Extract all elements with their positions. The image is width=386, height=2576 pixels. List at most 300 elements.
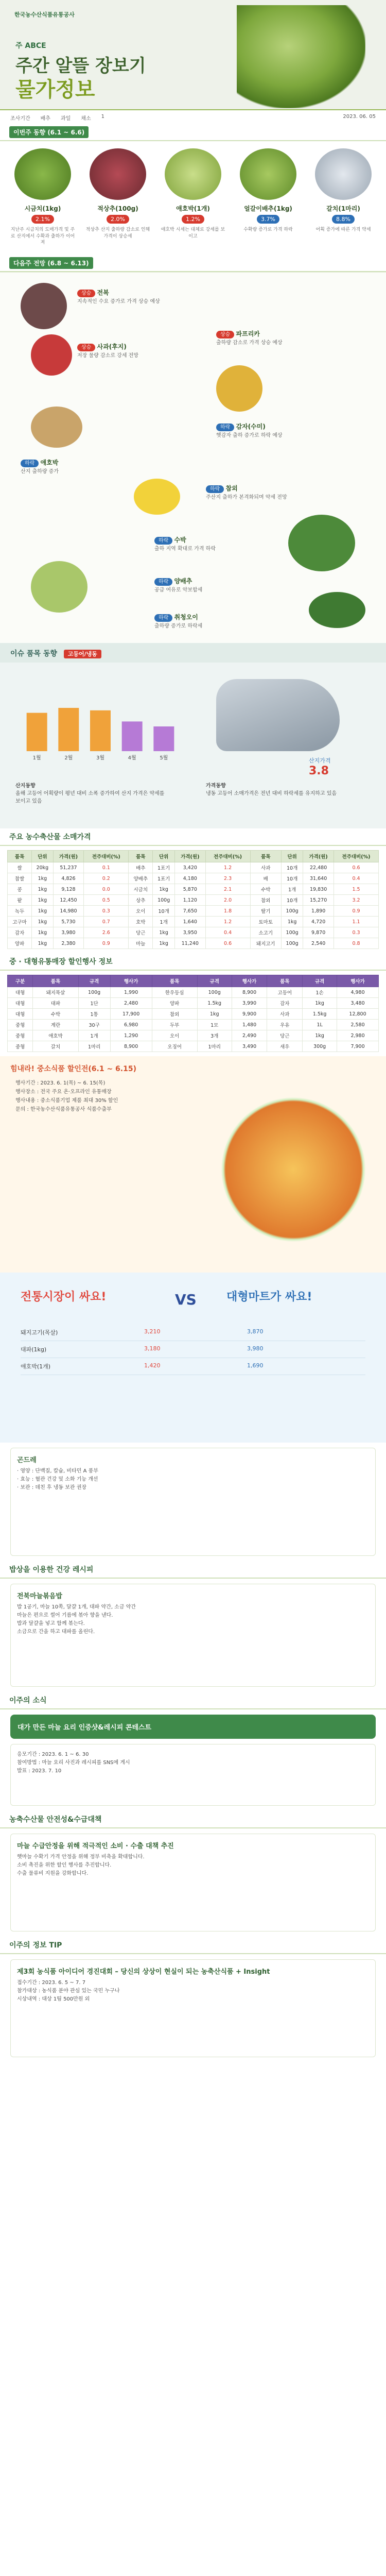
news-line: 응모기간 : 2023. 6. 1 ~ 6. 30 (17, 1752, 89, 1757)
table-cell: 사과 (250, 862, 281, 873)
table-cell: 0.6 (205, 938, 250, 949)
compare-table (21, 1324, 365, 1375)
table-cell: 1,290 (110, 1030, 152, 1041)
table-cell: 우유 (267, 1020, 303, 1030)
table-cell: 중형 (8, 1030, 33, 1041)
table-cell: 1마리 (78, 1041, 110, 1052)
info-title: 마늘 수급안정을 위해 적극적인 소비 · 수출 대책 추진 (17, 1842, 174, 1850)
table-cell: 대형 (8, 1009, 33, 1020)
table-cell: 0.4 (334, 873, 379, 884)
table-cell: 0.7 (84, 917, 129, 927)
table-cell: 1.5 (334, 884, 379, 895)
top5-name: 얼갈이배추(1kg) (244, 205, 292, 212)
table-cell: 1.2 (205, 862, 250, 873)
table-cell: 5,870 (174, 884, 205, 895)
table-cell: 22,480 (303, 862, 334, 873)
table-cell: 51,237 (53, 862, 84, 873)
mackerel-illustration (216, 679, 340, 751)
trend-text: 출하량 감소로 가격 상승 예상 (216, 340, 283, 346)
table-cell: 1.2 (205, 917, 250, 927)
table-row (8, 1009, 379, 1020)
table-cell: 2,480 (110, 998, 152, 1009)
recipe-steps (17, 1612, 369, 1636)
melon-icon (134, 479, 180, 515)
table-cell: 9,870 (303, 927, 334, 938)
trend-name: 파프리카 (236, 330, 260, 337)
table-cell: 참외 (152, 1009, 197, 1020)
tip-title: 제3회 농식품 아이디어 경진대회 – 당신의 상상이 현실이 되는 농축산식품 + Insight (17, 1968, 270, 1976)
section-price-table (0, 828, 386, 846)
table-header: 가격(원) (53, 851, 84, 862)
cal-list (17, 1467, 369, 1492)
cabbage-icon (240, 148, 296, 200)
table-cell: 0.3 (84, 906, 129, 917)
bar-2월 (58, 708, 79, 751)
table-header: 가격(원) (303, 851, 334, 862)
section-tip (0, 1937, 386, 1954)
tick-label: 3월 (96, 755, 105, 761)
logo: 한국농수산식품유통공사 (14, 11, 75, 18)
top5-item (310, 148, 377, 247)
top5-name: 적상추(100g) (97, 205, 138, 212)
top5-desc: 어획 증가에 따른 가격 약세 (315, 227, 371, 232)
recipe-step: 밥과 달걀을 넣고 함께 볶는다. (17, 1621, 85, 1626)
table-row (8, 1020, 379, 1030)
tip-line: 참가대상 : 농식품 분야 관심 있는 국민 누구나 (17, 1988, 120, 1994)
top5-pct: 2.0% (107, 215, 129, 224)
table-cell: 1kg (197, 1009, 232, 1020)
table-cell: 5,730 (53, 917, 84, 927)
header (0, 0, 386, 124)
top5-item (84, 148, 151, 247)
recipe-title: 전북마늘볶음밥 (17, 1592, 62, 1600)
tick-label: 4월 (128, 755, 136, 761)
table-cell: 1개 (153, 917, 175, 927)
issue-pct-caption: 산지가격 (309, 757, 331, 764)
table-cell: 소고기 (250, 927, 281, 938)
table-cell: 중형 (8, 1020, 33, 1030)
sale-table-wrap (0, 971, 386, 1056)
table-cell: 1kg (153, 884, 175, 895)
kicker: 주 ABCE (15, 42, 46, 50)
issue-right-text: 냉동 고등어 소매가격은 전년 대비 하락세를 유지하고 있음 (206, 791, 337, 796)
table-header: 품목 (152, 975, 197, 987)
table-row (8, 987, 379, 998)
table-row (8, 884, 379, 895)
table-cell: 3,480 (337, 998, 379, 1009)
table-cell: 배추 (129, 862, 153, 873)
table-cell: 당근 (129, 927, 153, 938)
table-header: 품목 (267, 975, 303, 987)
trend-tag: 상승 (77, 344, 95, 351)
table-cell: 3,950 (174, 927, 205, 938)
section-top5-label: 이번주 동향 (6.1 ~ 6.6) (9, 126, 89, 138)
issue-tag: 고등어/냉동 (64, 650, 101, 658)
compare-vs: VS (175, 1291, 197, 1308)
table-cell: 계란 (33, 1020, 78, 1030)
trend-item (216, 329, 350, 347)
table-cell: 9,900 (232, 1009, 267, 1020)
table-cell: 8,900 (232, 987, 267, 998)
recipe-step: 소금으로 간을 하고 대파를 올린다. (17, 1629, 95, 1635)
table-row (8, 938, 379, 949)
trend-item (154, 535, 288, 553)
compare-name: 대파(1kg) (21, 1346, 47, 1353)
promo-line: 행사장소 : 전국 주요 온·오프라인 유통매장 (15, 1089, 112, 1095)
table-cell: 100g (78, 987, 110, 998)
table-cell: 오이 (152, 1030, 197, 1041)
table-cell: 2,490 (232, 1030, 267, 1041)
trend-item (216, 422, 350, 439)
table-row (8, 917, 379, 927)
trend-name: 참외 (225, 485, 238, 492)
trend-text: 주산지 출하가 본격화되며 약세 전망 (206, 495, 287, 500)
section-news-label: 이주의 소식 (9, 1697, 47, 1705)
table-row (8, 862, 379, 873)
table-cell: 1통 (78, 1009, 110, 1020)
title-line1: 주간 알뜰 장보기 (15, 56, 146, 76)
trend-name: 애호박 (40, 459, 59, 466)
section-trend-label: 다음주 전망 (6.8 ~ 6.13) (9, 257, 93, 269)
cabbage-icon (31, 561, 87, 613)
section-recipe-label: 밥상을 이용한 건강 레시피 (9, 1566, 94, 1574)
table-cell: 참외 (250, 895, 281, 906)
issue-right (206, 782, 360, 798)
table-cell: 20kg (32, 862, 53, 873)
compare-right: 1,690 (247, 1362, 264, 1369)
title-line2: 물가정보 (15, 78, 95, 101)
cal-title: 곤드레 (17, 1456, 37, 1464)
compare-right-title: 대형마트가 싸요! (226, 1291, 312, 1303)
table-cell: 4,980 (337, 987, 379, 998)
table-cell: 7,900 (337, 1041, 379, 1052)
table-cell: 1.5kg (197, 998, 232, 1009)
table-cell: 오징어 (152, 1041, 197, 1052)
tip-box (10, 1959, 376, 2057)
table-cell: 1kg (32, 884, 53, 895)
news-line: 발표 : 2023. 7. 10 (17, 1768, 62, 1774)
spinach-icon (14, 148, 71, 200)
section-info-label: 농축수산물 안전성&수급대책 (9, 1816, 102, 1824)
table-cell: 배 (250, 873, 281, 884)
recipe-box (10, 1584, 376, 1687)
bar-4월 (122, 721, 143, 751)
table-cell: 대형 (8, 987, 33, 998)
cal-box (10, 1448, 376, 1556)
table-row (8, 1030, 379, 1041)
potato-icon (31, 406, 82, 448)
table-row (8, 1041, 379, 1052)
table-cell: 수박 (250, 884, 281, 895)
table-cell: 대파 (33, 998, 78, 1009)
table-cell: 0.9 (84, 938, 129, 949)
table-cell: 1kg (32, 917, 53, 927)
table-cell: 1kg (303, 998, 337, 1009)
table-cell: 9,128 (53, 884, 84, 895)
trend-item (154, 577, 288, 594)
table-cell: 1kg (32, 927, 53, 938)
table-cell: 100g (282, 938, 303, 949)
table-cell: 2.6 (84, 927, 129, 938)
table-cell: 상추 (129, 895, 153, 906)
top5-item (9, 148, 76, 247)
table-cell: 중형 (8, 1041, 33, 1052)
table-header: 전주대비(%) (84, 851, 129, 862)
trend-tag: 하락 (206, 485, 224, 493)
table-cell: 300g (303, 1041, 337, 1052)
tick-label: 5월 (160, 755, 168, 761)
info-line: 수출 물류비 지원을 강화합니다. (17, 1871, 89, 1876)
table-cell: 12,800 (337, 1009, 379, 1020)
table-cell: 1,990 (110, 987, 152, 998)
trend-item (77, 288, 211, 306)
section-trend (0, 255, 386, 272)
section-recipe (0, 1561, 386, 1579)
tick-label: 1월 (32, 755, 41, 761)
lettuce-icon (90, 148, 146, 200)
price-table (7, 850, 379, 949)
table-cell: 애호박 (33, 1030, 78, 1041)
table-row (8, 895, 379, 906)
table-cell: 10개 (153, 906, 175, 917)
section-sale-table-label: 중 · 대형유통매장 할인행사 정보 (9, 958, 113, 966)
section-sale-table (0, 953, 386, 971)
table-cell: 31,640 (303, 873, 334, 884)
issue-title (0, 643, 386, 663)
compare-row (21, 1341, 365, 1358)
table-header: 품목 (8, 851, 32, 862)
header-meta (0, 109, 386, 124)
price-table-wrap (0, 846, 386, 953)
table-cell: 당근 (267, 1030, 303, 1041)
section-tip-label: 이주의 정보 TIP (9, 1941, 62, 1950)
table-cell: 양배추 (129, 873, 153, 884)
sale-table (7, 975, 379, 1052)
table-cell: 1.1 (334, 917, 379, 927)
issue-section (0, 643, 386, 828)
trend-text: 출하 지역 확대로 가격 하락 (154, 546, 216, 552)
table-cell: 돼지고기 (250, 938, 281, 949)
table-cell: 수박 (33, 1009, 78, 1020)
table-header: 행사가 (110, 975, 152, 987)
trend-name: 사과(후지) (97, 343, 127, 350)
paprika-icon (216, 365, 262, 412)
table-cell: 0.5 (84, 895, 129, 906)
table-header: 구분 (8, 975, 33, 987)
table-cell: 3,420 (174, 862, 205, 873)
table-cell: 1L (303, 1020, 337, 1030)
table-header: 품목 (129, 851, 153, 862)
table-cell: 1kg (32, 938, 53, 949)
compare-left: 1,420 (144, 1362, 161, 1369)
trend-tag: 하락 (21, 460, 39, 467)
table-cell: 갈치 (33, 1041, 78, 1052)
trend-item (154, 613, 288, 630)
table-cell: 1kg (153, 938, 175, 949)
table-header: 행사가 (337, 975, 379, 987)
news-box (10, 1744, 376, 1806)
recipe-step: 마늘은 편으로 썰어 기름에 볶아 향을 낸다. (17, 1613, 113, 1618)
news-banner[interactable]: 대가 만든 마늘 요리 인증샷&레시피 콘테스트 (10, 1715, 376, 1739)
table-cell: 1,120 (174, 895, 205, 906)
table-cell: 감자 (8, 927, 32, 938)
table-cell: 감자 (267, 998, 303, 1009)
table-cell: 1모 (197, 1020, 232, 1030)
info-box (10, 1834, 376, 1931)
top5-item (160, 148, 226, 247)
top5-list (0, 141, 386, 255)
table-cell: 사과 (267, 1009, 303, 1020)
table-cell: 4,720 (303, 917, 334, 927)
bar-5월 (153, 726, 174, 751)
table-cell: 8,900 (110, 1041, 152, 1052)
meta-date: 2023. 06. 05 (343, 114, 376, 120)
issue-bar-chart (15, 684, 185, 767)
meta-item: 과일 (60, 116, 71, 122)
table-row (8, 998, 379, 1009)
table-cell: 0.6 (334, 862, 379, 873)
table-cell: 마늘 (129, 938, 153, 949)
top5-pct: 2.1% (31, 215, 54, 224)
section-top5 (0, 124, 386, 141)
table-cell: 3개 (197, 1030, 232, 1041)
cal-line: · 효능 : 혈관 건강 및 소화 기능 개선 (17, 1477, 98, 1482)
tip-line: 접수기간 : 2023. 6. 5 ~ 7. 7 (17, 1980, 86, 1986)
table-cell: 1kg (32, 895, 53, 906)
table-cell: 3,990 (232, 998, 267, 1009)
top5-desc: 지난주 시금치의 도매가격 및 주로 산지에서 수확과 출하가 이어져 (10, 227, 75, 246)
table-cell: 시금치 (129, 884, 153, 895)
table-cell: 3,490 (232, 1041, 267, 1052)
trend-name: 전복 (97, 289, 109, 296)
table-cell: 대형 (8, 998, 33, 1009)
issue-right-title: 가격동향 (206, 783, 226, 789)
top5-desc: 적상추 산지 출하량 감소로 인해 가격이 상승세 (85, 227, 150, 239)
issue-title-text: 이슈 품목 동향 (10, 650, 57, 658)
top5-name: 시금치(1kg) (24, 205, 61, 212)
promo-title: 힘내라! 중소식품 할인전(6.1 ~ 6.15) (10, 1065, 136, 1073)
info-line: 소비 촉진을 위한 할인 행사를 추진합니다. (17, 1862, 112, 1868)
trend-item (21, 458, 154, 476)
news-list (17, 1751, 369, 1775)
promo-line: 행사내용 : 중소식품기업 제품 최대 30% 할인 (15, 1098, 118, 1104)
table-header: 단위 (153, 851, 175, 862)
apple-icon (31, 334, 72, 376)
compare-row (21, 1324, 365, 1341)
table-cell: 0.8 (334, 938, 379, 949)
table-cell: 10개 (282, 862, 303, 873)
trend-text: 저장 물량 감소로 강세 전망 (77, 353, 138, 359)
table-cell: 100g (153, 895, 175, 906)
trend-tag: 상승 (77, 290, 95, 297)
compare-right: 3,870 (247, 1328, 264, 1335)
trend-tag: 하락 (154, 578, 172, 586)
trend-item (77, 342, 211, 360)
table-cell: 호박 (129, 917, 153, 927)
table-cell: 19,830 (303, 884, 334, 895)
bar-3월 (90, 710, 111, 751)
trend-name: 수박 (174, 536, 186, 544)
table-cell: 0.1 (84, 862, 129, 873)
table-header: 품목 (250, 851, 281, 862)
table-cell: 10개 (282, 895, 303, 906)
table-cell: 12,450 (53, 895, 84, 906)
table-cell: 1개 (282, 884, 303, 895)
table-cell: 30구 (78, 1020, 110, 1030)
table-cell: 두부 (152, 1020, 197, 1030)
table-cell: 1단 (78, 998, 110, 1009)
vegetables-illustration (216, 1087, 371, 1252)
top5-pct: 3.7% (257, 215, 279, 224)
table-cell: 4,180 (174, 873, 205, 884)
table-cell: 0.2 (84, 873, 129, 884)
trend-item (206, 484, 340, 501)
table-cell: 1.8 (205, 906, 250, 917)
top5-name: 애호박(1개) (176, 205, 210, 212)
table-cell: 2.1 (205, 884, 250, 895)
info-list (17, 1853, 369, 1878)
table-cell: 2,540 (303, 938, 334, 949)
compare-left: 3,210 (144, 1328, 161, 1335)
table-cell: 15,270 (303, 895, 334, 906)
table-cell: 고등어 (267, 987, 303, 998)
compare-left: 3,180 (144, 1345, 161, 1352)
trend-tag: 하락 (154, 537, 172, 545)
info-line: 햇마늘 수확기 가격 안정을 위해 정부 비축을 확대합니다. (17, 1854, 145, 1860)
table-header: 행사가 (232, 975, 267, 987)
table-cell: 14,980 (53, 906, 84, 917)
zucchini-icon (165, 148, 221, 200)
table-cell: 콩 (8, 884, 32, 895)
trend-name: 양배추 (174, 578, 192, 585)
top5-pct: 1.2% (182, 215, 204, 224)
recipe-ingredients: 밥 1공기, 마늘 10쪽, 달걀 1개, 대파 약간, 소금 약간 (17, 1604, 136, 1610)
tip-line: 시상내역 : 대상 1팀 500만원 외 (17, 1996, 90, 2002)
compare-section (0, 1273, 386, 1443)
table-cell: 토마토 (250, 917, 281, 927)
trend-name: 감자(수미) (236, 423, 266, 430)
table-header: 전주대비(%) (334, 851, 379, 862)
table-cell: 2,980 (337, 1030, 379, 1041)
table-cell: 4,826 (53, 873, 84, 884)
table-cell: 3.2 (334, 895, 379, 906)
abalone-icon (21, 283, 67, 329)
tip-list (17, 1979, 369, 2004)
trend-text: 햇감자 출하 증가로 하락 예상 (216, 433, 283, 438)
top5-desc: 수확량 증가로 가격 하락 (243, 227, 293, 232)
table-cell: 1kg (153, 927, 175, 938)
top5-name: 갈치(1마리) (326, 205, 360, 212)
table-cell: 고구마 (8, 917, 32, 927)
table-cell: 10개 (282, 873, 303, 884)
table-cell: 3,980 (53, 927, 84, 938)
bar-1월 (27, 713, 47, 751)
table-header: 품목 (33, 975, 78, 987)
trend-text: 지속적인 수요 증가로 가격 상승 예상 (77, 299, 160, 304)
table-cell: 돼지목살 (33, 987, 78, 998)
table-cell: 0.3 (334, 927, 379, 938)
meta-period: 1 (101, 114, 104, 120)
table-cell: 2,380 (53, 938, 84, 949)
table-cell: 1,480 (232, 1020, 267, 1030)
trend-area (0, 272, 386, 643)
trend-tag: 하락 (154, 614, 172, 622)
table-cell: 양파 (8, 938, 32, 949)
issue-left-text: 올해 고등어 어획량이 평년 대비 소폭 증가하여 산지 가격은 약세를 보이고 있음 (15, 791, 165, 804)
top5-desc: 애호박 시세는 대체로 강세를 보이고 (161, 227, 225, 239)
table-row (8, 927, 379, 938)
table-cell: 녹두 (8, 906, 32, 917)
